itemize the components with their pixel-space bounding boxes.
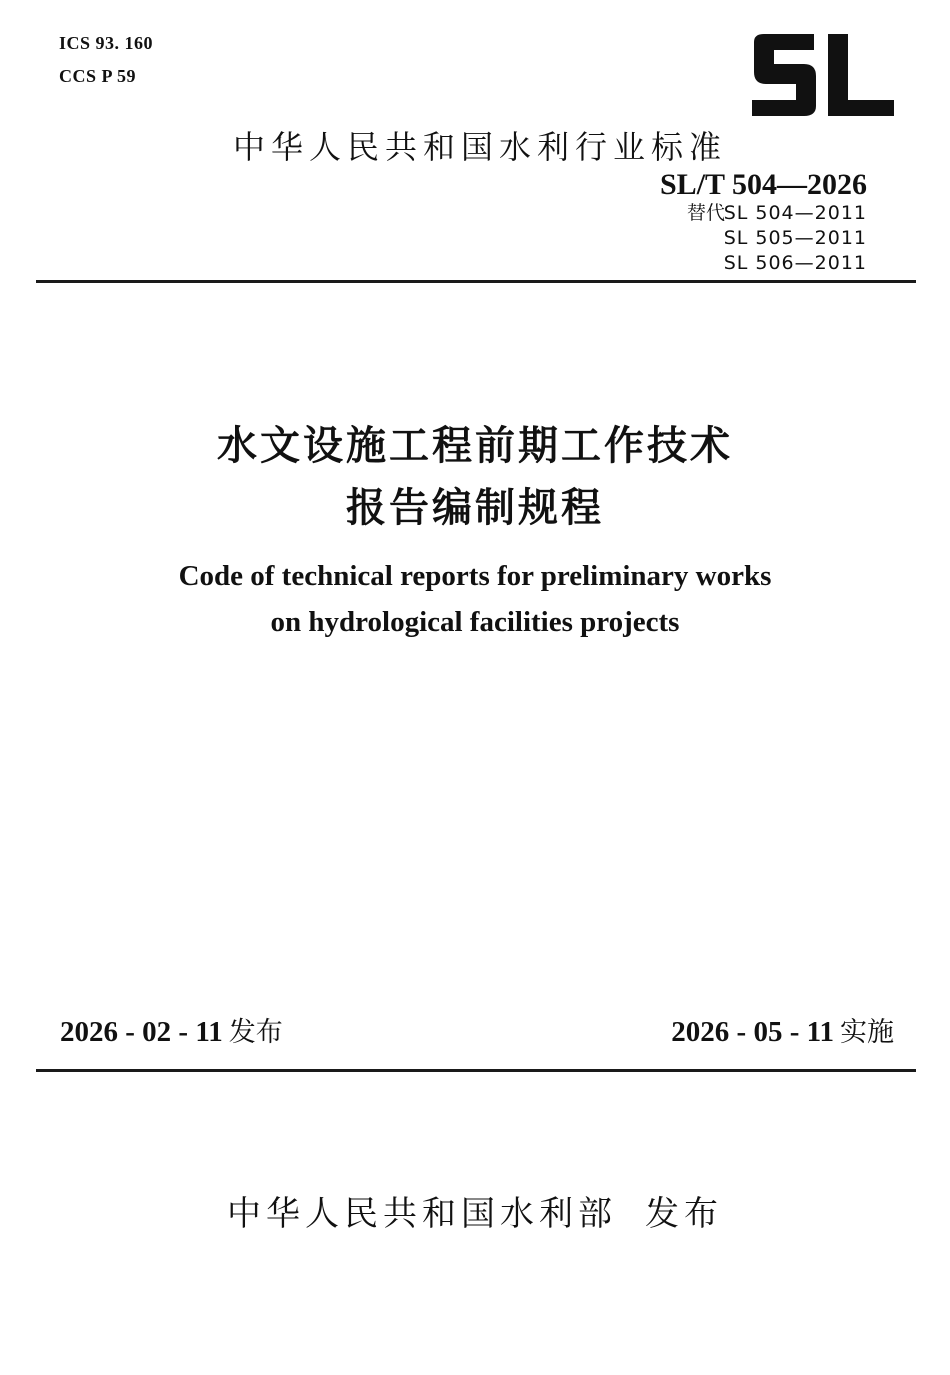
header-divider xyxy=(36,280,916,283)
series-title: 中华人民共和国水利行业标准 xyxy=(233,128,728,166)
standard-code: SL/T 504—2026 xyxy=(660,168,867,201)
publisher-line xyxy=(0,1186,950,1235)
sl-logo-s-shape xyxy=(752,34,816,116)
publish-label: 发布 xyxy=(645,1194,723,1234)
replaces-block xyxy=(607,201,867,279)
sl-logo-l-shape xyxy=(828,34,894,116)
publisher-name: 中华人民共和国水利部 xyxy=(227,1194,617,1234)
title-cn-line1: 水文设施工程前期工作技术 xyxy=(217,423,733,469)
ccs-code: CCS P 59 xyxy=(59,66,137,86)
replaced-standard: SL 505—2011 xyxy=(723,227,867,249)
replaced-standard: SL 506—2011 xyxy=(723,252,867,274)
issue-date: 2026 - 02 - 11 xyxy=(60,1016,223,1048)
issue-label: 发布 xyxy=(228,1017,283,1048)
effective-date: 2026 - 05 - 11 xyxy=(671,1016,834,1048)
title-en-line2: on hydrological facilities projects xyxy=(270,606,680,638)
replaces-list xyxy=(724,201,867,276)
title-cn-line2: 报告编制规程 xyxy=(346,485,604,531)
title-en-line1: Code of technical reports for preliminary works xyxy=(178,560,772,592)
replaces-label: 替代 xyxy=(687,202,726,224)
ics-code: ICS 93. 160 xyxy=(59,33,154,53)
effective-date-line xyxy=(671,1010,894,1049)
replaced-standard: SL 504—2011 xyxy=(723,202,867,224)
sl-logo xyxy=(748,30,898,120)
footer-divider xyxy=(36,1069,916,1072)
effective-label: 实施 xyxy=(840,1017,894,1048)
issue-date-line xyxy=(60,1010,283,1049)
